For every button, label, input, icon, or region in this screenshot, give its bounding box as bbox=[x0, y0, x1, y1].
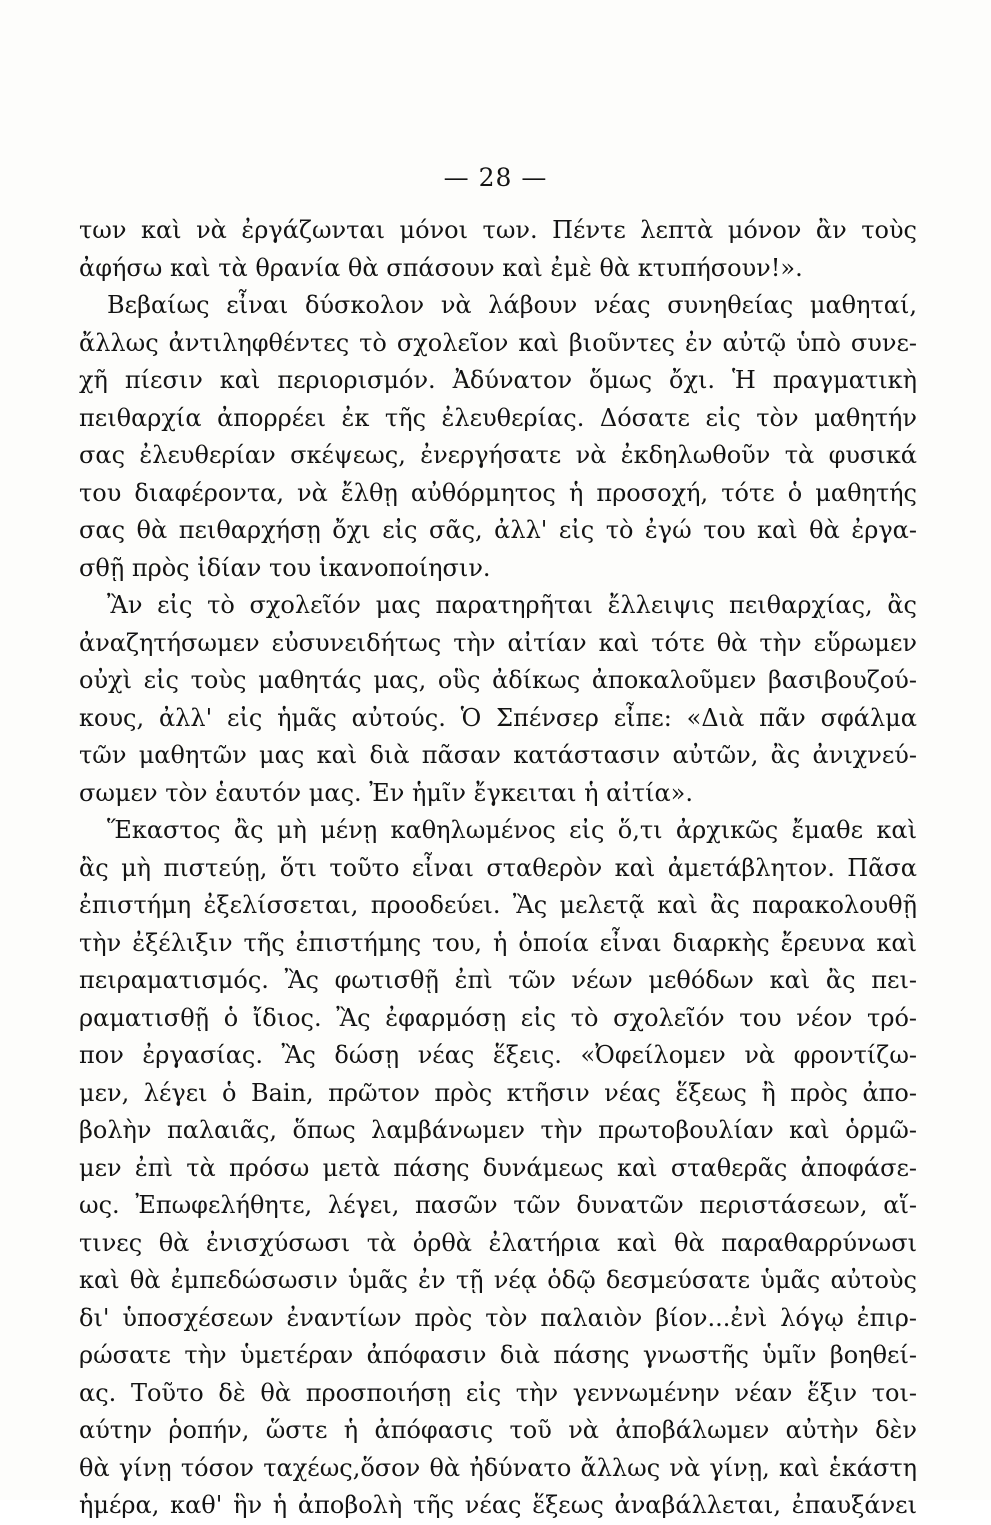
text-line: μεν ἐπὶ τὰ πρόσω μετὰ πάσης δυνάμεως καὶ σταθερᾶς ἀποφάσε- bbox=[79, 1153, 917, 1182]
text-line: πειθαρχία ἀπορρέει ἐκ τῆς ἐλευθερίας. Δόσατε εἰς τὸν μαθητήν bbox=[79, 403, 917, 432]
text-line: βολὴν παλαιᾶς, ὅπως λαμβάνωμεν τὴν πρωτοβουλίαν καὶ ὁρμῶ- bbox=[79, 1116, 917, 1144]
text-line: σας ἐλευθερίαν σκέψεως, ἐνεργήσατε νὰ ἐκδηλωθοῦν τὰ φυσικά bbox=[79, 441, 917, 469]
text-line: ἄλλως ἀντιληφθέντες τὸ σχολεῖον καὶ βιοῦντες ἐν αὐτῷ ὑπὸ συνε- bbox=[79, 328, 917, 357]
text-line: ἂς μὴ πιστεύῃ, ὅτι τοῦτο εἶναι σταθερὸν καὶ ἀμετάβλητον. Πᾶσα bbox=[79, 853, 917, 882]
paragraph-start-line: Βεβαίως εἶναι δύσκολον νὰ λάβουν νέας συνηθείας μαθηταί, bbox=[107, 291, 917, 319]
text-line: σας θὰ πειθαρχήσῃ ὄχι εἰς σᾶς, ἀλλ' εἰς τὸ ἐγώ του καὶ θὰ ἐργα- bbox=[79, 516, 917, 544]
body-text bbox=[79, 212, 917, 1525]
text-line: ρώσατε τὴν ὑμετέραν ἀπόφασιν διὰ πάσης γνωστῆς ὑμῖν βοηθεί- bbox=[79, 1341, 917, 1369]
text-line: πειραματισμός. Ἂς φωτισθῇ ἐπὶ τῶν νέων μεθόδων καὶ ἂς πει- bbox=[79, 966, 917, 994]
text-line: καὶ θὰ ἐμπεδώσωσιν ὑμᾶς ἐν τῇ νέᾳ ὁδῷ δεσμεύσατε ὑμᾶς αὐτοὺς bbox=[79, 1266, 917, 1294]
text-line: ας. Τοῦτο δὲ θὰ προσποιήσῃ εἰς τὴν γεννωμένην νέαν ἕξιν τοι- bbox=[79, 1378, 917, 1407]
text-line: σωμεν τὸν ἑαυτόν μας. Ἐν ἡμῖν ἔγκειται ἡ αἰτία». bbox=[79, 778, 693, 807]
paragraph-start-line: Ἂν εἰς τὸ σχολεῖόν μας παρατηρῆται ἔλλειψις πειθαρχίας, ἂς bbox=[107, 591, 917, 619]
text-line: ἡμέρα, καθ' ἣν ἡ ἀποβολὴ τῆς νέας ἕξεως ἀναβάλλεται, ἐπαυξάνει bbox=[79, 1491, 917, 1519]
text-line: ραματισθῇ ὁ ἴδιος. Ἂς ἐφαρμόσῃ εἰς τὸ σχολεῖόν του νέον τρό- bbox=[79, 1003, 917, 1032]
text-line: ἐπιστήμη ἐξελίσσεται, προοδεύει. Ἂς μελετᾷ καὶ ἂς παρακολουθῇ bbox=[79, 891, 917, 919]
page-number: — 28 — bbox=[443, 163, 548, 192]
text-line: σθῇ πρὸς ἰδίαν του ἱκανοποίησιν. bbox=[79, 553, 491, 582]
text-line: δι' ὑποσχέσεων ἐναντίων πρὸς τὸν παλαιὸν βίον...ἐνὶ λόγῳ ἐπιρ- bbox=[79, 1303, 917, 1332]
text-line: θὰ γίνῃ τόσον ταχέως,ὅσον θὰ ἠδύνατο ἄλλως νὰ γίνῃ, καὶ ἑκάστη bbox=[79, 1453, 917, 1482]
text-line: μεν, λέγει ὁ Bain, πρῶτον πρὸς κτῆσιν νέας ἕξεως ἢ πρὸς ἀπο- bbox=[79, 1078, 917, 1107]
text-line: ως. Ἐπωφελήθητε, λέγει, πασῶν τῶν δυνατῶν περιστάσεων, αἵ- bbox=[79, 1191, 917, 1219]
text-line: οὐχὶ εἰς τοὺς μαθητάς μας, οὓς ἀδίκως ἀποκαλοῦμεν βασιβουζού- bbox=[79, 666, 917, 694]
text-line: των καὶ νὰ ἐργάζωνται μόνοι των. Πέντε λεπτὰ μόνον ἂν τοὺς bbox=[79, 216, 917, 244]
text-line: ἀφήσω καὶ τὰ θρανία θὰ σπάσουν καὶ ἐμὲ θὰ κτυπήσουν!». bbox=[79, 253, 803, 282]
text-line: αύτην ῥοπήν, ὥστε ἡ ἀπόφασις τοῦ νὰ ἀποβάλωμεν αὐτὴν δὲν bbox=[79, 1416, 917, 1444]
text-line: πον ἐργασίας. Ἂς δώσῃ νέας ἕξεις. «Ὀφείλομεν νὰ φροντίζω- bbox=[79, 1041, 917, 1069]
text-line: ἀναζητήσωμεν εὐσυνειδήτως τὴν αἰτίαν καὶ τότε θὰ τὴν εὕρωμεν bbox=[79, 628, 917, 657]
text-line: τὴν ἐξέλιξιν τῆς ἐπιστήμης του, ἡ ὁποία εἶναι διαρκὴς ἔρευνα καὶ bbox=[79, 928, 917, 957]
text-line: χῆ πίεσιν καὶ περιορισμόν. Ἀδύνατον ὅμως ὄχι. Ἡ πραγματικὴ bbox=[79, 366, 917, 394]
text-line: του διαφέροντα, νὰ ἔλθῃ αὐθόρμητος ἡ προσοχή, τότε ὁ μαθητής bbox=[79, 478, 917, 507]
paragraph-start-line: Ἕκαστος ἂς μὴ μένῃ καθηλωμένος εἰς ὅ,τι ἀρχικῶς ἔμαθε καὶ bbox=[107, 816, 917, 844]
text-line: κους, ἀλλ' εἰς ἡμᾶς αὐτούς. Ὁ Σπένσερ εἶπε: «Διὰ πᾶν σφάλμα bbox=[79, 703, 917, 732]
text-line: τινες θὰ ἐνισχύσωσι τὰ ὀρθὰ ἐλατήρια καὶ θὰ παραθαρρύνωσι bbox=[79, 1228, 917, 1257]
text-line: τῶν μαθητῶν μας καὶ διὰ πᾶσαν κατάστασιν αὐτῶν, ἂς ἀνιχνεύ- bbox=[79, 741, 917, 769]
